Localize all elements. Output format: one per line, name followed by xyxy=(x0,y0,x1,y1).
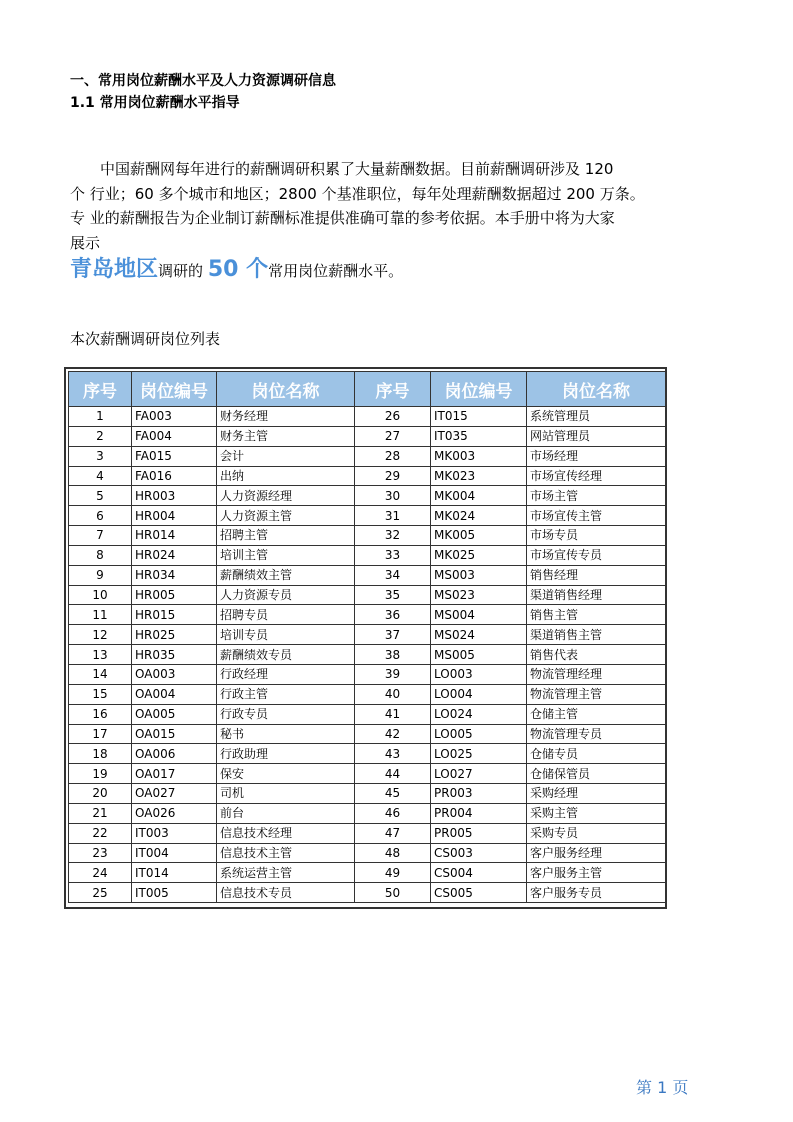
table-cell: 行政专员 xyxy=(217,704,355,724)
table-cell: 8 xyxy=(69,545,132,565)
table-cell: 采购专员 xyxy=(527,823,666,843)
table-cell: 市场专员 xyxy=(527,526,666,546)
table-cell: OA003 xyxy=(132,664,217,684)
table-cell: 7 xyxy=(69,526,132,546)
table-cell: 19 xyxy=(69,764,132,784)
table-cell: MK004 xyxy=(431,486,527,506)
table-cell: LO027 xyxy=(431,764,527,784)
table-cell: 物流管理主管 xyxy=(527,684,666,704)
table-cell: 39 xyxy=(355,664,431,684)
table-cell: PR003 xyxy=(431,784,527,804)
table-cell: IT003 xyxy=(132,823,217,843)
table-cell: LO025 xyxy=(431,744,527,764)
table-cell: 9 xyxy=(69,565,132,585)
table-cell: 37 xyxy=(355,625,431,645)
table-cell: PR004 xyxy=(431,803,527,823)
table-cell: 28 xyxy=(355,446,431,466)
table-cell: 46 xyxy=(355,803,431,823)
table-cell: 人力资源专员 xyxy=(217,585,355,605)
table-cell: OA027 xyxy=(132,784,217,804)
table-header-row xyxy=(69,372,666,407)
table-cell: IT004 xyxy=(132,843,217,863)
region-highlight: 青岛地区 xyxy=(70,257,159,282)
table-cell: 40 xyxy=(355,684,431,704)
table-caption: 本次薪酬调研岗位列表 xyxy=(70,330,221,348)
table-cell: CS005 xyxy=(431,883,527,903)
table-cell: 仓储主管 xyxy=(527,704,666,724)
table-cell: 25 xyxy=(69,883,132,903)
table-cell: HR005 xyxy=(132,585,217,605)
table-cell: 招聘主管 xyxy=(217,526,355,546)
table-cell: 市场主管 xyxy=(527,486,666,506)
subsection-heading: 1.1 常用岗位薪酬水平指导 xyxy=(70,95,240,111)
table-row xyxy=(69,744,666,764)
table-cell: MK005 xyxy=(431,526,527,546)
table-cell: 4 xyxy=(69,466,132,486)
table-cell: 22 xyxy=(69,823,132,843)
table-row xyxy=(69,446,666,466)
table-cell: 网站管理员 xyxy=(527,426,666,446)
table-cell: 6 xyxy=(69,506,132,526)
table-cell: 45 xyxy=(355,784,431,804)
column-header: 岗位编号 xyxy=(132,372,217,407)
table-cell: 2 xyxy=(69,426,132,446)
table-cell: 15 xyxy=(69,684,132,704)
table-cell: 5 xyxy=(69,486,132,506)
table-cell: 薪酬绩效主管 xyxy=(217,565,355,585)
table-cell: OA017 xyxy=(132,764,217,784)
table-cell: MS024 xyxy=(431,625,527,645)
table-cell: 42 xyxy=(355,724,431,744)
table-cell: 销售主管 xyxy=(527,605,666,625)
intro-line: 专 业的薪酬报告为企业制订薪酬标准提供准确可靠的参考依据。本手册中将为大家 xyxy=(70,209,615,227)
table-cell: 薪酬绩效专员 xyxy=(217,645,355,665)
table-cell: 49 xyxy=(355,863,431,883)
table-cell: 物流管理专员 xyxy=(527,724,666,744)
table-row xyxy=(69,843,666,863)
table-cell: 17 xyxy=(69,724,132,744)
highlight-tail: 常用岗位薪酬水平。 xyxy=(268,262,404,280)
table-row xyxy=(69,526,666,546)
table-cell: 信息技术专员 xyxy=(217,883,355,903)
table-cell: 12 xyxy=(69,625,132,645)
table-cell: 客户服务主管 xyxy=(527,863,666,883)
table-cell: 招聘专员 xyxy=(217,605,355,625)
table-row xyxy=(69,684,666,704)
table-cell: 市场宣传专员 xyxy=(527,545,666,565)
table-cell: 人力资源主管 xyxy=(217,506,355,526)
table-row xyxy=(69,585,666,605)
table-cell: 销售代表 xyxy=(527,645,666,665)
table-cell: 36 xyxy=(355,605,431,625)
table-cell: 14 xyxy=(69,664,132,684)
table-row xyxy=(69,704,666,724)
table-cell: LO004 xyxy=(431,684,527,704)
column-header: 序号 xyxy=(355,372,431,407)
table-cell: 44 xyxy=(355,764,431,784)
table-cell: 43 xyxy=(355,744,431,764)
table-cell: MS005 xyxy=(431,645,527,665)
table-cell: FA015 xyxy=(132,446,217,466)
table-row xyxy=(69,823,666,843)
table-cell: IT015 xyxy=(431,407,527,427)
table-row xyxy=(69,486,666,506)
table-row xyxy=(69,407,666,427)
table-cell: 行政经理 xyxy=(217,664,355,684)
table-row xyxy=(69,426,666,446)
highlight-sentence xyxy=(70,252,403,283)
table-cell: MK023 xyxy=(431,466,527,486)
highlight-mid: 调研的 xyxy=(158,262,204,280)
table-cell: IT014 xyxy=(132,863,217,883)
table-cell: 50 xyxy=(355,883,431,903)
table-cell: 26 xyxy=(355,407,431,427)
table-row xyxy=(69,506,666,526)
intro-line: 个 行业；60 多个城市和地区；2800 个基准职位，每年处理薪酬数据超过 200 万条。 xyxy=(70,184,645,203)
table-cell: 采购经理 xyxy=(527,784,666,804)
table-cell: OA004 xyxy=(132,684,217,704)
table-cell: 18 xyxy=(69,744,132,764)
table-cell: FA003 xyxy=(132,407,217,427)
table-row xyxy=(69,863,666,883)
table-body xyxy=(69,407,666,903)
table-cell: 29 xyxy=(355,466,431,486)
table-cell: 41 xyxy=(355,704,431,724)
table-cell: LO024 xyxy=(431,704,527,724)
table-row xyxy=(69,883,666,903)
table-row xyxy=(69,466,666,486)
table-cell: 1 xyxy=(69,407,132,427)
table-cell: 市场经理 xyxy=(527,446,666,466)
table-cell: LO003 xyxy=(431,664,527,684)
table-row xyxy=(69,625,666,645)
table-cell: 21 xyxy=(69,803,132,823)
table-cell: 渠道销售经理 xyxy=(527,585,666,605)
table-cell: 行政助理 xyxy=(217,744,355,764)
intro-line: 中国薪酬网每年进行的薪酬调研积累了大量薪酬数据。目前薪酬调研涉及 120 xyxy=(100,160,614,178)
table-cell: 系统管理员 xyxy=(527,407,666,427)
intro-line: 展示 xyxy=(70,233,101,252)
table-cell: 仓储保管员 xyxy=(527,764,666,784)
section-heading: 一、常用岗位薪酬水平及人力资源调研信息 xyxy=(70,73,336,89)
table-cell: LO005 xyxy=(431,724,527,744)
table-cell: 财务主管 xyxy=(217,426,355,446)
table-cell: 48 xyxy=(355,843,431,863)
table-cell: OA026 xyxy=(132,803,217,823)
table-row xyxy=(69,803,666,823)
table-cell: 34 xyxy=(355,565,431,585)
table-cell: CS004 xyxy=(431,863,527,883)
table-cell: 信息技术主管 xyxy=(217,843,355,863)
table-cell: MS023 xyxy=(431,585,527,605)
table-cell: 渠道销售主管 xyxy=(527,625,666,645)
table-cell: 采购主管 xyxy=(527,803,666,823)
table-cell: HR025 xyxy=(132,625,217,645)
table-cell: 16 xyxy=(69,704,132,724)
column-header: 岗位编号 xyxy=(431,372,527,407)
table-cell: 客户服务经理 xyxy=(527,843,666,863)
table-cell: HR004 xyxy=(132,506,217,526)
position-table xyxy=(68,371,666,903)
table-cell: 出纳 xyxy=(217,466,355,486)
table-cell: MS003 xyxy=(431,565,527,585)
table-cell: IT005 xyxy=(132,883,217,903)
table-cell: MK003 xyxy=(431,446,527,466)
table-cell: HR034 xyxy=(132,565,217,585)
table-cell: 10 xyxy=(69,585,132,605)
table-cell: 财务经理 xyxy=(217,407,355,427)
table-cell: HR024 xyxy=(132,545,217,565)
table-cell: 秘书 xyxy=(217,724,355,744)
table-cell: HR015 xyxy=(132,605,217,625)
table-cell: 23 xyxy=(69,843,132,863)
table-cell: 客户服务专员 xyxy=(527,883,666,903)
table-row xyxy=(69,724,666,744)
table-cell: HR035 xyxy=(132,645,217,665)
table-cell: OA015 xyxy=(132,724,217,744)
table-row xyxy=(69,645,666,665)
table-cell: 司机 xyxy=(217,784,355,804)
table-row xyxy=(69,764,666,784)
table-cell: 3 xyxy=(69,446,132,466)
table-cell: PR005 xyxy=(431,823,527,843)
table-cell: 保安 xyxy=(217,764,355,784)
page-number: 第 1 页 xyxy=(636,1078,689,1097)
table-cell: FA004 xyxy=(132,426,217,446)
table-cell: 30 xyxy=(355,486,431,506)
table-cell: 27 xyxy=(355,426,431,446)
count-highlight: 50 个 xyxy=(207,257,269,282)
table-cell: 培训主管 xyxy=(217,545,355,565)
table-cell: 24 xyxy=(69,863,132,883)
column-header: 岗位名称 xyxy=(527,372,666,407)
table-row xyxy=(69,545,666,565)
table-cell: 前台 xyxy=(217,803,355,823)
table-row xyxy=(69,565,666,585)
table-cell: 销售经理 xyxy=(527,565,666,585)
table-cell: 行政主管 xyxy=(217,684,355,704)
table-cell: OA006 xyxy=(132,744,217,764)
table-cell: 市场宣传经理 xyxy=(527,466,666,486)
table-cell: FA016 xyxy=(132,466,217,486)
column-header: 序号 xyxy=(69,372,132,407)
table-cell: 市场宣传主管 xyxy=(527,506,666,526)
table-cell: 信息技术经理 xyxy=(217,823,355,843)
table-cell: CS003 xyxy=(431,843,527,863)
table-cell: 仓储专员 xyxy=(527,744,666,764)
table-cell: 13 xyxy=(69,645,132,665)
table-row xyxy=(69,664,666,684)
table-cell: 培训专员 xyxy=(217,625,355,645)
table-cell: MK025 xyxy=(431,545,527,565)
table-cell: MS004 xyxy=(431,605,527,625)
table-cell: 35 xyxy=(355,585,431,605)
table-cell: OA005 xyxy=(132,704,217,724)
table-cell: HR014 xyxy=(132,526,217,546)
table-cell: 33 xyxy=(355,545,431,565)
table-cell: 38 xyxy=(355,645,431,665)
table-cell: MK024 xyxy=(431,506,527,526)
table-cell: HR003 xyxy=(132,486,217,506)
table-cell: 47 xyxy=(355,823,431,843)
intro-paragraph xyxy=(70,157,670,255)
table-cell: 11 xyxy=(69,605,132,625)
table-cell: 物流管理经理 xyxy=(527,664,666,684)
table-cell: 32 xyxy=(355,526,431,546)
table-cell: 20 xyxy=(69,784,132,804)
table-cell: 人力资源经理 xyxy=(217,486,355,506)
position-table-frame xyxy=(64,367,667,909)
table-cell: 系统运营主管 xyxy=(217,863,355,883)
table-cell: IT035 xyxy=(431,426,527,446)
table-row xyxy=(69,784,666,804)
table-cell: 31 xyxy=(355,506,431,526)
table-row xyxy=(69,605,666,625)
table-cell: 会计 xyxy=(217,446,355,466)
column-header: 岗位名称 xyxy=(217,372,355,407)
